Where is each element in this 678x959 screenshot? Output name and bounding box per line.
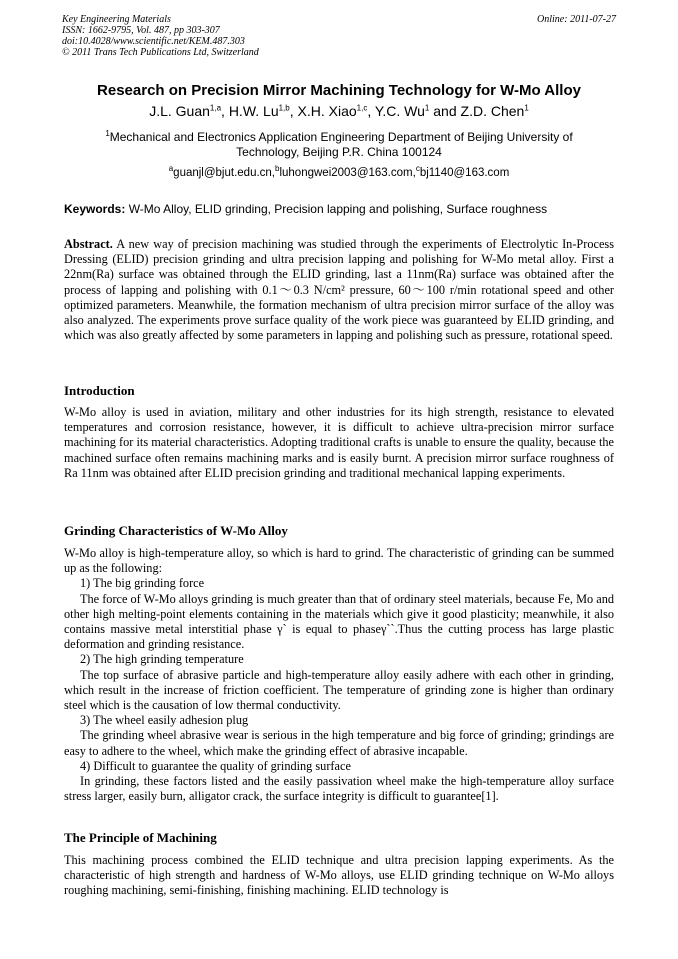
author: H.W. Lu$^{1,b}$, [228, 103, 298, 119]
author-list [40, 102, 638, 120]
abstract-text: A new way of precision machining was studied through the experiments of Electrolytic In-Process Dressing (ELID) precision grinding and ultra precision lapping and polishing for W-Mo metal alloy. First a 22nm(Ra) surface was obtained through the ELID grinding, last a 11nm(Ra) surface was obtained after the process of lapping and polishing with 0.1～0.3 N/cm² pressure, 60～100 r/min rotational speed and other optimized parameters. Meanwhile, the formation mechanism of ultra precision mirror surface of the alloy was also analyzed. The experiments prove surface quality of the work piece was guaranteed by ELID grinding, and which was also greatly affected by some parameters in lapping and polishing such as pressure, rotational speed. [64, 237, 614, 343]
section-heading-principle: The Principle of Machining [64, 830, 217, 845]
author: X.H. Xiao$^{1,c}$, [297, 103, 375, 119]
author: J.L. Guan$^{1,a}$, [149, 103, 229, 119]
doi-line: doi:10.4028/www.scientific.net/KEM.487.303 [62, 36, 245, 47]
author: Y.C. Wu$^1$ and [374, 103, 461, 119]
journal-name: Key Engineering Materials [62, 14, 171, 25]
section-heading-introduction: Introduction [64, 383, 135, 398]
list-item-text: In grinding, these factors listed and the easily passivation wheel make the high-temperature alloy surface stress larger, easily burn, alligator crack, the surface integrity is difficult to guarantee[1]. [64, 774, 614, 804]
affiliation: $^1$Mechanical and Electronics Application Engineering Department of Beijing University of Technology, Beijing P.R. China 100124 [105, 129, 573, 159]
list-item-title: 2) The high grinding temperature [80, 652, 244, 667]
paper-title: Research on Precision Mirror Machining Technology for W-Mo Alloy [97, 82, 581, 99]
email-link[interactable]: bj1140@163.com [419, 167, 510, 179]
list-item-title: 3) The wheel easily adhesion plug [80, 713, 249, 728]
journal-header [62, 14, 259, 58]
list-item-text: The top surface of abrasive particle and high-temperature alloy easily adhere with each other in grinding, which result in the increase of friction coefficient. The temperature of grinding zone is higher than ordinary steel which is the causation of low thermal conductivity. [64, 667, 614, 713]
online-date: Online: 2011-07-27 [537, 14, 616, 25]
keywords [64, 202, 614, 217]
principle-text: This machining process combined the ELID technique and ultra precision lapping experiments. As the characteristic of high strength and hardness of W-Mo alloys, use ELID grinding technique on W-Mo alloys roughing machining, semi-finishing, finishing machining. ELID technology is [64, 853, 614, 898]
section-heading-grinding: Grinding Characteristics of W-Mo Alloy [64, 523, 288, 538]
email-list: $^a$guanjl@bjut.edu.cn,$^b$luhongwei2003@163.com,$^c$bj1140@163.com [168, 164, 510, 179]
list-item-title: 1) The big grinding force [80, 576, 205, 591]
keywords-label: Keywords: [64, 202, 126, 216]
list-item-title: 4) Difficult to guarantee the quality of grinding surface [80, 758, 351, 773]
introduction-text: W-Mo alloy is used in aviation, military and other industries for its high strength, resistance to elevated temperatures and corrosion resistance, however, it is difficult to achieve ultra-precision mirror surface machining for its material characteristics. Adopting traditional crafts is unable to ensure the quality, because the machined surface often remains machining marks and is easily burnt. A precision mirror surface roughness of Ra 11nm was obtained after ELID precision grinding and traditional mechanical lapping experiments. [64, 405, 614, 480]
keywords-text: W-Mo Alloy, ELID grinding, Precision lapping and polishing, Surface roughness [125, 202, 548, 216]
grinding-section [64, 546, 614, 804]
abstract [64, 237, 614, 343]
grinding-intro: W-Mo alloy is high-temperature alloy, so which is hard to grind. The characteristic of grinding can be summed up as the following: [64, 546, 614, 576]
email-link[interactable]: luhongwei2003@163.com, [279, 167, 416, 179]
author: Z.D. Chen$^1$ [460, 103, 529, 119]
copyright-line: © 2011 Trans Tech Publications Ltd, Switzerland [62, 47, 259, 58]
issn-line: ISSN: 1662-9795, Vol. 487, pp 303-307 [62, 25, 220, 36]
list-item-text: The grinding wheel abrasive wear is serious in the high temperature and big force of grinding; grindings are easy to adhere to the wheel, which make the grinding effect of abrasive incapable. [64, 728, 614, 758]
abstract-label: Abstract. [64, 237, 113, 251]
list-item-text: The force of W-Mo alloys grinding is much greater than that of ordinary steel materials, because Fe, Mo and other high melting-point elements containing in the materials which give it good plasticity; meanwhile, it also contains massive metal interstitial phase γ` is equal to phaseγ``.Thus the cutting process has large plastic deformation and grinding resistance. [64, 591, 614, 652]
email-link[interactable]: guanjl@bjut.edu.cn, [173, 167, 275, 179]
